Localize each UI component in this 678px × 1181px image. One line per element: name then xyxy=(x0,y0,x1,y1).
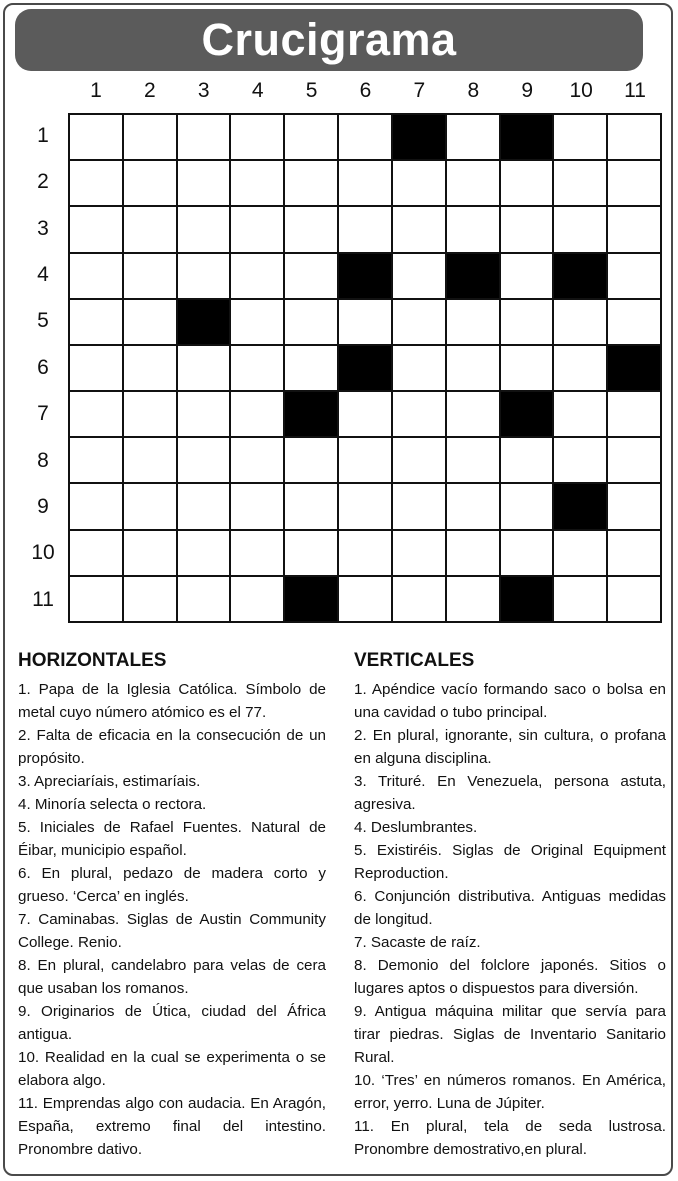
horizontal-clue-5: 5. Iniciales de Rafael Fuentes. Natural de Éibar, municipio español. xyxy=(18,819,326,859)
grid-cell[interactable] xyxy=(339,161,393,207)
grid-cell[interactable] xyxy=(554,346,608,392)
grid-cell[interactable] xyxy=(339,438,393,484)
grid-cell[interactable] xyxy=(178,438,232,484)
crossword-grid xyxy=(68,113,662,623)
grid-cell[interactable] xyxy=(554,161,608,207)
grid-cell[interactable] xyxy=(447,484,501,530)
vertical-clues xyxy=(354,648,666,1161)
grid-cell[interactable] xyxy=(178,531,232,577)
grid-cell[interactable] xyxy=(501,346,555,392)
grid-cell[interactable] xyxy=(339,484,393,530)
grid-cell[interactable] xyxy=(501,484,555,530)
page-title: Crucigrama xyxy=(15,9,643,71)
grid-cell[interactable] xyxy=(501,254,555,300)
grid-cell[interactable] xyxy=(393,300,447,346)
black-cell xyxy=(339,254,393,300)
vertical-clue-3: 3. Trituré. En Venezuela, persona astuta, agresiva. xyxy=(354,773,666,813)
horizontal-heading: HORIZONTALES xyxy=(18,650,167,671)
grid-cell[interactable] xyxy=(393,531,447,577)
row-number: 9 xyxy=(37,494,49,518)
grid-cell[interactable] xyxy=(70,254,124,300)
grid-cell[interactable] xyxy=(608,531,662,577)
grid-cell[interactable] xyxy=(393,577,447,623)
grid-cell[interactable] xyxy=(447,531,501,577)
grid-cell[interactable] xyxy=(285,300,339,346)
grid-cell[interactable] xyxy=(447,577,501,623)
row-number: 6 xyxy=(37,355,49,379)
grid-cell[interactable] xyxy=(501,438,555,484)
grid-cell[interactable] xyxy=(608,161,662,207)
vertical-heading: VERTICALES xyxy=(354,650,475,671)
grid-cell[interactable] xyxy=(70,392,124,438)
column-number: 2 xyxy=(144,79,156,102)
grid-cell[interactable] xyxy=(70,346,124,392)
grid-cell[interactable] xyxy=(231,207,285,253)
column-number: 4 xyxy=(251,79,264,102)
grid-cell[interactable] xyxy=(285,161,339,207)
grid-cell[interactable] xyxy=(231,531,285,577)
black-cell xyxy=(285,392,339,438)
grid-cell[interactable] xyxy=(124,300,178,346)
grid-cell[interactable] xyxy=(124,531,178,577)
grid-cell[interactable] xyxy=(608,254,662,300)
grid-cell[interactable] xyxy=(124,115,178,161)
grid-cell[interactable] xyxy=(178,207,232,253)
grid-cell[interactable] xyxy=(124,392,178,438)
grid-cell[interactable] xyxy=(70,207,124,253)
grid-cell[interactable] xyxy=(447,346,501,392)
vertical-clue-8: 8. Demonio del folclore japonés. Sitios o lugares aptos o dispuestos para diversión. xyxy=(354,957,666,997)
horizontal-clue-9: 9. Originarios de Útica, ciudad del África antigua. xyxy=(18,1003,326,1043)
vertical-clue-5: 5. Existiréis. Siglas de Original Equipment Reproduction. xyxy=(354,842,666,882)
row-number: 11 xyxy=(32,587,54,611)
grid-cell[interactable] xyxy=(178,484,232,530)
grid-cell[interactable] xyxy=(447,438,501,484)
grid-cell[interactable] xyxy=(285,207,339,253)
grid-cell[interactable] xyxy=(447,392,501,438)
grid-cell[interactable] xyxy=(70,577,124,623)
horizontal-clues xyxy=(18,648,326,1161)
grid-cell[interactable] xyxy=(339,392,393,438)
grid-cell[interactable] xyxy=(393,161,447,207)
row-numbers xyxy=(18,113,68,623)
grid-cell[interactable] xyxy=(178,346,232,392)
grid-cell[interactable] xyxy=(285,484,339,530)
grid-cell[interactable] xyxy=(124,484,178,530)
grid-cell[interactable] xyxy=(608,115,662,161)
grid-cell[interactable] xyxy=(231,161,285,207)
horizontal-clue-2: 2. Falta de eficacia en la consecución de un propósito. xyxy=(18,727,326,767)
black-cell xyxy=(178,300,232,346)
grid-cell[interactable] xyxy=(501,300,555,346)
grid-cell[interactable] xyxy=(124,577,178,623)
column-number: 5 xyxy=(305,79,318,102)
grid-cell[interactable] xyxy=(554,392,608,438)
grid-cell[interactable] xyxy=(393,392,447,438)
grid-cell[interactable] xyxy=(285,346,339,392)
grid-cell[interactable] xyxy=(501,207,555,253)
grid-cell[interactable] xyxy=(178,254,232,300)
grid-cell[interactable] xyxy=(231,115,285,161)
vertical-clue-6: 6. Conjunción distributiva. Antiguas medidas de longitud. xyxy=(354,888,666,928)
grid-cell[interactable] xyxy=(124,161,178,207)
grid-cell[interactable] xyxy=(339,300,393,346)
grid-cell[interactable] xyxy=(501,531,555,577)
grid-cell[interactable] xyxy=(178,577,232,623)
horizontal-clue-4: 4. Minoría selecta o rectora. xyxy=(18,796,207,813)
grid-cell[interactable] xyxy=(554,531,608,577)
grid-cell[interactable] xyxy=(447,207,501,253)
grid-cell[interactable] xyxy=(231,392,285,438)
column-number: 9 xyxy=(521,79,534,102)
black-cell xyxy=(447,254,501,300)
column-number: 6 xyxy=(359,79,372,102)
vertical-clue-2: 2. En plural, ignorante, sin cultura, o profana en alguna disciplina. xyxy=(354,727,666,767)
grid-cell[interactable] xyxy=(70,438,124,484)
black-cell xyxy=(608,346,662,392)
horizontal-clue-11: 11. Emprendas algo con audacia. En Aragón, España, extremo final del intestino. Pronombre dativo. xyxy=(18,1095,326,1158)
grid-cell[interactable] xyxy=(447,115,501,161)
grid-cell[interactable] xyxy=(70,115,124,161)
grid-cell[interactable] xyxy=(554,438,608,484)
row-number: 7 xyxy=(37,402,49,426)
grid-cell[interactable] xyxy=(339,115,393,161)
grid-cell[interactable] xyxy=(124,438,178,484)
row-number: 4 xyxy=(37,263,49,287)
black-cell xyxy=(554,254,608,300)
grid-cell[interactable] xyxy=(231,346,285,392)
grid-cell[interactable] xyxy=(285,531,339,577)
black-cell xyxy=(554,484,608,530)
vertical-clue-11: 11. En plural, tela de seda lustrosa. Pronombre demostrativo,en plural. xyxy=(354,1118,666,1158)
grid-cell[interactable] xyxy=(178,161,232,207)
grid-cell[interactable] xyxy=(339,531,393,577)
black-cell xyxy=(339,346,393,392)
grid-cell[interactable] xyxy=(393,254,447,300)
row-number: 8 xyxy=(37,448,49,472)
grid-cell[interactable] xyxy=(231,484,285,530)
grid-cell[interactable] xyxy=(124,254,178,300)
grid-cell[interactable] xyxy=(231,577,285,623)
grid-cell[interactable] xyxy=(285,254,339,300)
horizontal-clue-8: 8. En plural, candelabro para velas de cera que usaban los romanos. xyxy=(18,957,326,997)
grid-cell[interactable] xyxy=(554,207,608,253)
grid-cell[interactable] xyxy=(70,161,124,207)
horizontal-clue-10: 10. Realidad en la cual se experimenta o se elabora algo. xyxy=(18,1049,326,1089)
grid-cell[interactable] xyxy=(393,346,447,392)
grid-cell[interactable] xyxy=(231,300,285,346)
grid-cell[interactable] xyxy=(608,577,662,623)
vertical-clue-1: 1. Apéndice vacío formando saco o bolsa en una cavidad o tubo principal. xyxy=(354,681,666,721)
grid-cell[interactable] xyxy=(447,300,501,346)
row-number: 10 xyxy=(31,541,55,565)
grid-cell[interactable] xyxy=(231,254,285,300)
grid-cell[interactable] xyxy=(554,300,608,346)
black-cell xyxy=(285,577,339,623)
grid-cell[interactable] xyxy=(339,207,393,253)
grid-cell[interactable] xyxy=(608,438,662,484)
grid-cell[interactable] xyxy=(285,115,339,161)
column-number: 7 xyxy=(413,79,426,102)
column-numbers xyxy=(69,76,662,106)
grid-cell[interactable] xyxy=(393,207,447,253)
column-number: 10 xyxy=(569,79,593,102)
grid-cell[interactable] xyxy=(554,577,608,623)
black-cell xyxy=(501,392,555,438)
row-number: 3 xyxy=(37,216,49,240)
grid-cell[interactable] xyxy=(70,531,124,577)
vertical-clue-7: 7. Sacaste de raíz. xyxy=(354,934,481,951)
column-number: 1 xyxy=(90,79,102,102)
grid-cell[interactable] xyxy=(501,161,555,207)
black-cell xyxy=(501,115,555,161)
black-cell xyxy=(393,115,447,161)
grid-cell[interactable] xyxy=(124,346,178,392)
grid-cell[interactable] xyxy=(124,207,178,253)
column-number: 3 xyxy=(197,79,210,102)
grid-cell[interactable] xyxy=(554,115,608,161)
grid-cell[interactable] xyxy=(608,300,662,346)
black-cell xyxy=(501,577,555,623)
vertical-clue-10: 10. ‘Tres’ en números romanos. En América, error, yerro. Luna de Júpiter. xyxy=(354,1072,666,1112)
column-number: 8 xyxy=(467,79,480,102)
grid-cell[interactable] xyxy=(608,484,662,530)
vertical-clue-4: 4. Deslumbrantes. xyxy=(354,819,478,836)
grid-cell[interactable] xyxy=(231,438,285,484)
grid-cell[interactable] xyxy=(285,438,339,484)
horizontal-clue-1: 1. Papa de la Iglesia Católica. Símbolo de metal cuyo número atómico es el 77. xyxy=(18,681,326,721)
horizontal-clue-3: 3. Apreciaríais, estimaríais. xyxy=(18,773,201,790)
vertical-clue-9: 9. Antigua máquina militar que servía para tirar piedras. Siglas de Inventario Sanitario Rural. xyxy=(354,1003,666,1066)
grid-cell[interactable] xyxy=(608,207,662,253)
row-number: 2 xyxy=(37,170,49,194)
grid-cell[interactable] xyxy=(447,161,501,207)
grid-cell[interactable] xyxy=(70,484,124,530)
grid-cell[interactable] xyxy=(393,484,447,530)
horizontal-clue-7: 7. Caminabas. Siglas de Austin Community College. Renio. xyxy=(18,911,326,951)
grid-cell[interactable] xyxy=(393,438,447,484)
grid-cell[interactable] xyxy=(178,392,232,438)
grid-cell[interactable] xyxy=(178,115,232,161)
grid-cell[interactable] xyxy=(608,392,662,438)
grid-cell[interactable] xyxy=(339,577,393,623)
row-number: 1 xyxy=(37,124,49,147)
column-number: 11 xyxy=(624,79,646,102)
horizontal-clue-6: 6. En plural, pedazo de madera corto y grueso. ‘Cerca’ en inglés. xyxy=(18,865,326,905)
grid-cell[interactable] xyxy=(70,300,124,346)
row-number: 5 xyxy=(37,309,49,333)
